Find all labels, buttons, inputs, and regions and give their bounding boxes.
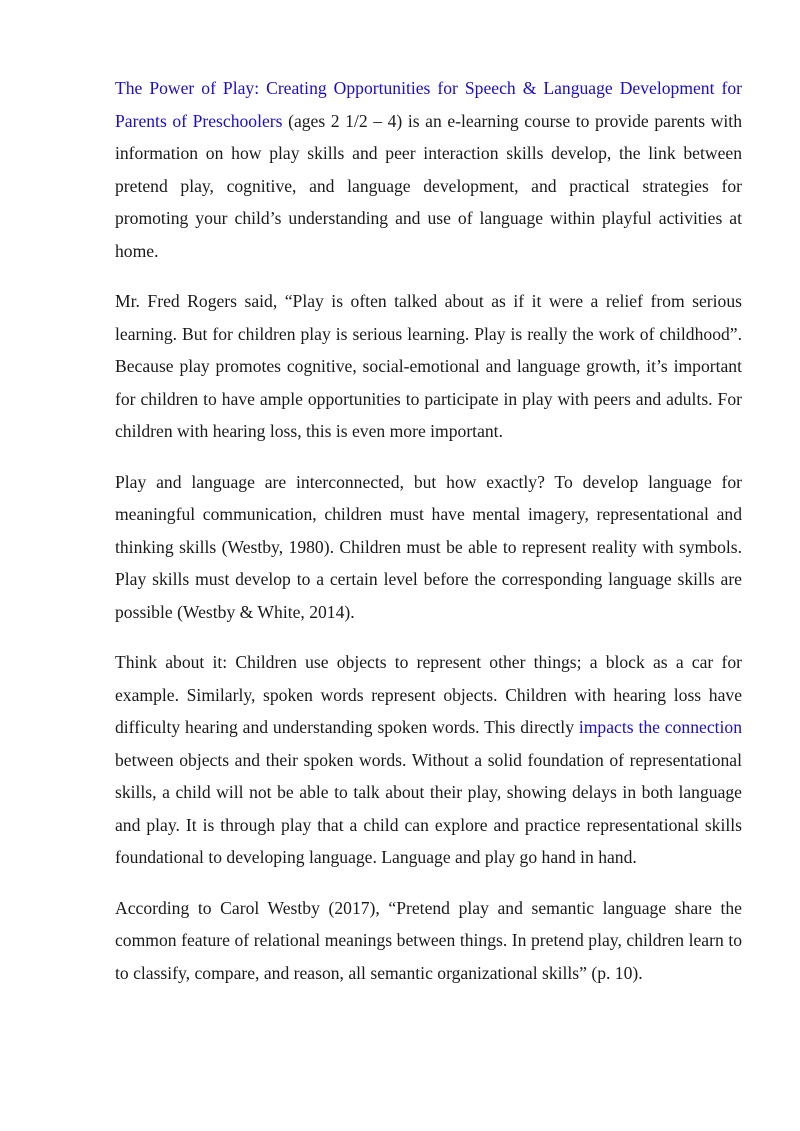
westby-quote-text: According to Carol Westby (2017), “Pretend play and semantic language share the common feature of relational meanings between things. In pretend play, children learn to to classify, compare, and reason, all semantic organizational skills” (p. 10). bbox=[115, 897, 742, 983]
fred-rogers-text: Mr. Fred Rogers said, “Play is often talked about as if it were a relief from serious learning. But for children play is serious learning. Play is really the work of childhood”. Because play promotes cognitive, social-emotional and language growth, it’s important for children to have ample opportunities to participate in play with peers and adults. For children with hearing loss, this is even more important. bbox=[115, 291, 742, 441]
paragraph-play-language-link bbox=[115, 466, 742, 629]
document-body bbox=[115, 72, 742, 1007]
paragraph-westby-quote bbox=[115, 892, 742, 990]
impacts-connection-link[interactable]: impacts the connection bbox=[578, 717, 742, 737]
representation-text-before: Think about it: Children use objects to represent other things; a block as a car for example. Similarly, spoken words represent objects. Children with hearing loss have difficulty hearing and understanding spoken words. This directly bbox=[115, 652, 742, 737]
paragraph-course-intro bbox=[115, 72, 742, 267]
paragraph-fred-rogers-quote bbox=[115, 285, 742, 448]
play-language-text: Play and language are interconnected, but how exactly? To develop language for meaningful communication, children must have mental imagery, representational and thinking skills (Westby, 1980). Children must be able to represent reality with symbols. Play skills must develop to a certain level before the corresponding language skills are possible (Westby & White, 2014). bbox=[115, 471, 742, 622]
course-title-link[interactable]: The Power of Play: Creating Opportunities for Speech & Language Development for Parents of Preschoolers bbox=[115, 78, 742, 131]
representation-text-after: between objects and their spoken words. Without a solid foundation of representational skills, a child will not be able to talk about their play, showing delays in both language and play. It is through play that a child can explore and practice representational skills foundational to developing language. Language and play go hand in hand. bbox=[115, 749, 742, 867]
course-intro-text: (ages 2 1/2 – 4) is an e-learning course to provide parents with information on how play skills and peer interaction skills develop, the link between pretend play, cognitive, and language development, and practical strategies for promoting your child’s understanding and use of language within playful activities at home. bbox=[115, 110, 742, 261]
paragraph-representation bbox=[115, 646, 742, 874]
